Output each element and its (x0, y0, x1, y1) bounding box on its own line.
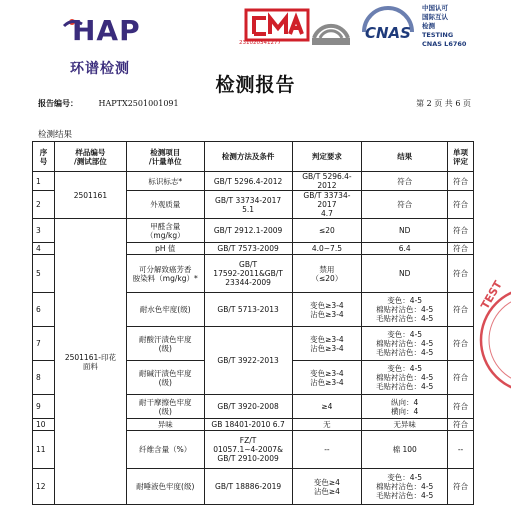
row-item: pH 值 (126, 243, 204, 255)
sample-id: 2501161 (54, 172, 126, 219)
cnas-line: CNAS L6760 (422, 40, 467, 48)
row-requirement: 变色≥4 沾色≥4 (292, 469, 362, 505)
row-no: 10 (33, 419, 55, 431)
official-stamp (473, 270, 511, 410)
row-item: 纤维含量（%） (126, 431, 204, 469)
row-requirement: 禁用 （≤20） (292, 255, 362, 293)
row-evaluation: 符合 (448, 219, 474, 243)
row-method: GB/T 5296.4-2012 (204, 172, 292, 191)
row-item: 耐干摩擦色牢度 (级) (126, 395, 204, 419)
row-method: GB/T 3922-2013 (204, 327, 292, 395)
col-header-result: 结果 (362, 142, 448, 172)
row-requirement: 无 (292, 419, 362, 431)
row-evaluation: 符合 (448, 469, 474, 505)
row-method: FZ/T 01057.1~4-2007& GB/T 2910-2009 (204, 431, 292, 469)
row-result: 变色：4-5 棉贴衬沾色：4-5 毛贴衬沾色：4-5 (362, 327, 448, 361)
row-evaluation: 符合 (448, 243, 474, 255)
row-method: GB/T 33734-2017 5.1 (204, 191, 292, 219)
row-item: 外观质量 (126, 191, 204, 219)
row-item: 耐酸汗渍色牢度 (级) (126, 327, 204, 361)
row-item: 异味 (126, 419, 204, 431)
cnas-accreditation-text (422, 4, 466, 49)
row-item: 甲醛含量 （mg/kg） (126, 219, 204, 243)
page-info: 第 2 页 共 6 页 (416, 99, 471, 108)
cnas-line: 中国认可 (422, 4, 448, 12)
row-no: 6 (33, 293, 55, 327)
hap-logo-text: HAP (72, 14, 141, 47)
col-header-item: 检测项目 /计量单位 (126, 142, 204, 172)
row-evaluation: 符合 (448, 327, 474, 361)
row-method: GB/T 2912.1-2009 (204, 219, 292, 243)
row-requirement: 变色≥3-4 沾色≥3-4 (292, 293, 362, 327)
row-result: 符合 (362, 172, 448, 191)
row-result: 6.4 (362, 243, 448, 255)
hap-logo-subtitle: 环谱检测 (70, 61, 130, 77)
row-result: 无异味 (362, 419, 448, 431)
row-method: GB/T 5713-2013 (204, 293, 292, 327)
row-requirement: ≤20 (292, 219, 362, 243)
row-requirement: 变色≥3-4 沾色≥3-4 (292, 327, 362, 361)
section-title: 检测结果 (38, 130, 73, 140)
row-method: GB/T 17592-2011&GB/T 23344-2009 (204, 255, 292, 293)
row-evaluation: 符合 (448, 255, 474, 293)
ilac-mra-logo-icon (306, 8, 356, 48)
col-header-requirement: 判定要求 (292, 142, 362, 172)
row-result: 变色：4-5 棉贴衬沾色：4-5 毛贴衬沾色：4-5 (362, 469, 448, 505)
row-evaluation: 符合 (448, 361, 474, 395)
row-requirement: 变色≥3-4 沾色≥3-4 (292, 361, 362, 395)
row-result: 棉 100 (362, 431, 448, 469)
sample-id-part: 2501161-印花 面料 (54, 219, 126, 505)
row-no: 8 (33, 361, 55, 395)
row-method: GB 18401-2010 6.7 (204, 419, 292, 431)
row-item: 耐碱汗渍色牢度 (级) (126, 361, 204, 395)
row-no: 12 (33, 469, 55, 505)
row-requirement: ≥4 (292, 395, 362, 419)
report-number-value: HAPTX2501001091 (98, 99, 179, 108)
row-result: 纵向：4 横向：4 (362, 395, 448, 419)
row-method: GB/T 3920-2008 (204, 395, 292, 419)
row-result: 变色：4-5 棉贴衬沾色：4-5 毛贴衬沾色：4-5 (362, 293, 448, 327)
results-table (32, 141, 474, 505)
stamp-text: TEST (478, 278, 505, 312)
row-evaluation: 符合 (448, 172, 474, 191)
row-evaluation: 符合 (448, 191, 474, 219)
row-no: 1 (33, 172, 55, 191)
row-result: ND (362, 255, 448, 293)
row-requirement: GB/T 5296.4-2012 (292, 172, 362, 191)
row-requirement: GB/T 33734-2017 4.7 (292, 191, 362, 219)
row-no: 2 (33, 191, 55, 219)
row-item: 可分解致癌芳香 胺染料（mg/kg）* (126, 255, 204, 293)
row-item: 耐唾液色牢度(级) (126, 469, 204, 505)
table-header-row (33, 142, 474, 172)
cnas-line: 国际互认 (422, 13, 448, 21)
row-no: 9 (33, 395, 55, 419)
row-method: GB/T 18886-2019 (204, 469, 292, 505)
row-no: 5 (33, 255, 55, 293)
row-no: 11 (33, 431, 55, 469)
svg-text:CNAS: CNAS (365, 24, 411, 42)
table-row (33, 219, 474, 243)
report-number (38, 98, 179, 109)
col-header-sample: 样品编号 /测试部位 (54, 142, 126, 172)
row-no: 7 (33, 327, 55, 361)
row-item: 标识标志* (126, 172, 204, 191)
row-requirement: -- (292, 431, 362, 469)
row-evaluation: -- (448, 431, 474, 469)
row-item: 耐水色牢度(级) (126, 293, 204, 327)
cnas-line: 检测 (422, 22, 435, 30)
col-header-evaluation: 单项 评定 (448, 142, 474, 172)
row-result: 变色：4-5 棉贴衬沾色：4-5 毛贴衬沾色：4-5 (362, 361, 448, 395)
table-row (33, 172, 474, 191)
row-result: 符合 (362, 191, 448, 219)
row-method: GB/T 7573-2009 (204, 243, 292, 255)
report-number-label: 报告编号： (38, 99, 78, 108)
row-evaluation: 符合 (448, 419, 474, 431)
row-evaluation: 符合 (448, 395, 474, 419)
cnas-line: TESTING (422, 31, 454, 39)
row-result: ND (362, 219, 448, 243)
row-no: 4 (33, 243, 55, 255)
row-evaluation: 符合 (448, 293, 474, 327)
cnas-logo-icon (358, 6, 418, 48)
col-header-no: 序 号 (33, 142, 55, 172)
col-header-method: 检测方法及条件 (204, 142, 292, 172)
cma-number: 231020341277 (239, 40, 281, 46)
row-requirement: 4.0~7.5 (292, 243, 362, 255)
page-title: 检测报告 (215, 74, 296, 96)
row-no: 3 (33, 219, 55, 243)
